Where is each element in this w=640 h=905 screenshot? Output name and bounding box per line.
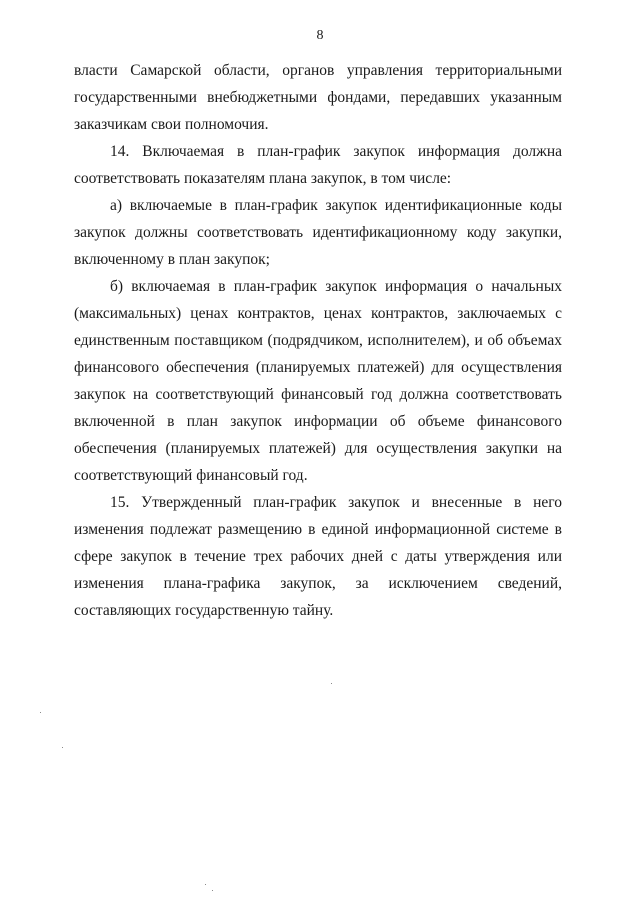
scan-speck [62, 747, 63, 748]
scan-speck [331, 683, 332, 684]
text-line: изменения подлежат размещению в единой информационной системе в [74, 521, 562, 538]
paragraph-14 [74, 138, 562, 192]
text-line: б) включаемая в план-график закупок информация о начальных [110, 278, 562, 295]
text-line: а) включаемые в план-график закупок идентификационные коды [110, 197, 562, 214]
text-line: заказчикам свои полномочия. [74, 116, 269, 133]
text-line: включенному в план закупок; [74, 251, 270, 268]
paragraph-14-a [74, 192, 562, 273]
text-line: обеспечения (планируемых платежей) для осуществления закупки на [74, 440, 562, 457]
text-line: единственным поставщиком (подрядчиком, исполнителем), и об объемах [74, 332, 562, 349]
text-line: изменения плана-графика закупок, за исключением сведений, [74, 575, 562, 592]
scan-speck [212, 890, 213, 891]
paragraph-authorities-continuation [74, 57, 562, 138]
paragraph-14-b [74, 273, 562, 489]
scan-speck [205, 884, 206, 885]
text-line: закупок на соответствующий финансовый год должна соответствовать [74, 386, 562, 403]
text-line: включенной в план закупок информации об объеме финансового [74, 413, 562, 430]
text-line: 15. Утвержденный план-график закупок и внесенные в него [110, 494, 562, 511]
document-body [74, 57, 562, 624]
page-number: 8 [316, 28, 324, 43]
text-line: (максимальных) ценах контрактов, ценах контрактов, заключаемых с [74, 305, 562, 322]
text-line: соответствовать показателям плана закупок, в том числе: [74, 170, 452, 187]
text-line: сфере закупок в течение трех рабочих дней с даты утверждения или [74, 548, 562, 565]
text-line: составляющих государственную тайну. [74, 602, 334, 619]
text-line: финансового обеспечения (планируемых платежей) для осуществления [74, 359, 562, 376]
text-line: государственными внебюджетными фондами, передавших указанным [74, 89, 562, 106]
text-line: 14. Включаемая в план-график закупок информация должна [110, 143, 562, 160]
text-line: соответствующий финансовый год. [74, 467, 308, 484]
text-line: закупок должны соответствовать идентификационному коду закупки, [74, 224, 562, 241]
scan-speck [40, 712, 41, 713]
paragraph-15 [74, 489, 562, 624]
text-line: власти Самарской области, органов управления территориальными [74, 62, 562, 79]
